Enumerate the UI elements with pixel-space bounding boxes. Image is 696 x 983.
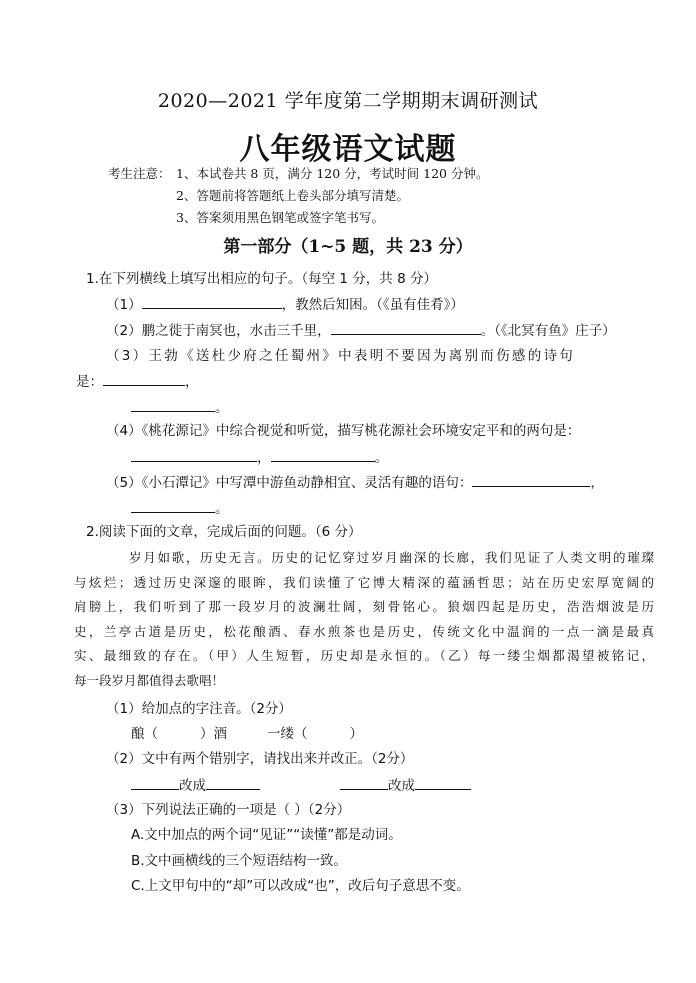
passage-line: 每一段岁月都值得去歌唱！ [74,672,225,688]
option-c[interactable]: C.上文甲句中的“却”可以改成“也”，改后句子意思不变。 [131,878,470,894]
subject-title: 八年级语文试题 [239,132,457,167]
passage-line: 实、最细致的存在。（甲）人生短暂，历史却是永恒的。（乙）每一缕尘烟都渴望被铭记， [74,648,654,663]
note-item: 1、本试卷共 8 页，满分 120 分，考试时间 120 分钟。 [176,166,489,181]
q1-s1: （1） ，教然后知困。（《虽有佳肴》） [106,294,464,315]
q1-s4-line2: ， 。 [131,447,388,468]
passage-line: 史，兰亭古道是历史，松花酿酒、春水煎茶也是历史，传统文化中温润的一点一滴是最真 [74,623,654,639]
answer-blank[interactable] [472,472,590,487]
answer-blank[interactable] [415,775,471,790]
option-b[interactable]: B.文中画横线的三个短语结构一致。 [131,853,348,869]
q1-s3: （3）王勃《送杜少府之任蜀州》中表明不要因为离别而伤感的诗句 [106,348,576,364]
part-heading: 第一部分（1~5 题，共 23 分） [223,237,473,257]
answer-blank[interactable] [271,447,375,462]
q1-s3-line2: 。 [131,397,229,418]
q2-sub1-answers: 酿（ ）酒 一缕（ ） [131,726,363,742]
q2-stem: 2.阅读下面的文章，完成后面的问题。（6 分） [86,524,362,540]
exam-title: 2020—2021 学年度第二学期期末调研测试 [157,90,539,112]
answer-blank[interactable] [340,775,388,790]
option-a[interactable]: A.文中加点的两个词“见证”“读懂”都是动词。 [131,827,402,843]
q1-s2: （2）鹏之徙于南冥也，水击三千里， 。（《北冥有鱼》庄子） [106,320,616,341]
notes-label: 考生注意： [108,166,171,181]
passage-line: 岁月如歌，历史无言。历史的记忆穿过岁月幽深的长廊，我们见证了人类文明的璀璨 [129,550,654,565]
answer-blank[interactable] [103,371,185,386]
q1-stem: 1.在下列横线上填写出相应的句子。（每空 1 分，共 8 分） [86,271,437,287]
answer-blank[interactable] [131,775,179,790]
passage-line: 与炫烂；透过历史深邃的眼眸，我们读懂了它博大精深的蕴涵哲思；站在历史宏厚宽阔的 [74,574,654,590]
answer-blank[interactable] [131,447,257,462]
answer-blank[interactable] [131,498,215,513]
q1-s5-line2: 。 [131,498,229,519]
q2-sub2: （2）文中有两个错别字，请找出来并改正。（2分） [106,751,414,767]
note-item: 2、答题前将答题纸上卷头部分填写清楚。 [176,188,409,203]
q2-sub1: （1）给加点的字注音。（2分） [106,701,292,717]
answer-blank[interactable] [142,294,282,309]
reading-passage [74,546,654,693]
q2-sub2-answers: 改成 改成 [131,775,471,796]
answer-blank[interactable] [206,775,260,790]
answer-blank[interactable] [331,320,481,335]
passage-line: 肩膀上，我们听到了那一段岁月的波澜壮阔，刻骨铭心。狼烟四起是历史，浩浩烟波是历 [74,599,654,614]
exam-notes [108,163,488,229]
q2-sub3: （3）下列说法正确的一项是（ ）（2分） [106,802,351,818]
q1-s5: （5）《小石潭记》中写潭中游鱼动静相宜、灵活有趣的语句： ， [106,472,604,493]
q1-s3-cont: 是： ， [76,371,199,392]
q1-s4: （4）《桃花源记》中综合视觉和听觉，描写桃花源社会环境安定平和的两句是： [106,423,581,439]
note-item: 3、答案须用黑色钢笔或签字笔书写。 [176,210,384,225]
answer-blank[interactable] [131,397,215,412]
